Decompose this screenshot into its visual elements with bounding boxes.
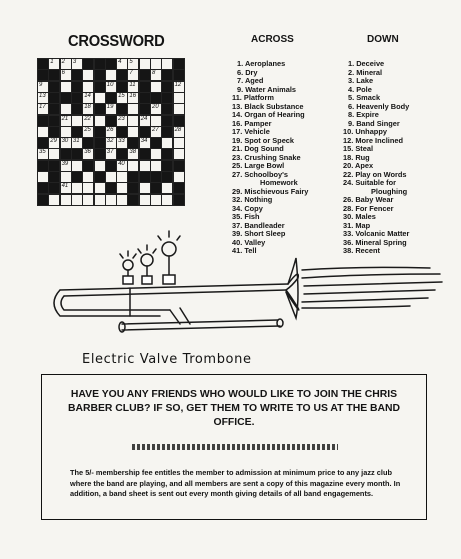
clue-item: 37. Bandleader (232, 220, 285, 230)
clue-item: 18. Rug (343, 152, 370, 162)
clue-item: 40. Valley (232, 237, 266, 247)
clue-number: 2 (61, 59, 65, 65)
down-clue-list (343, 60, 453, 256)
grid-cell (94, 182, 106, 194)
grid-cell (161, 194, 173, 206)
grid-cell (37, 81, 49, 93)
grid-cell (48, 194, 60, 206)
grid-cell-black (82, 160, 94, 172)
grid-cell (37, 171, 49, 183)
grid-cell-black (71, 148, 83, 160)
grid-cell (150, 126, 162, 138)
grid-cell-black (48, 182, 60, 194)
clue-item: 8. Expire (348, 110, 379, 119)
grid-cell-black (139, 126, 151, 138)
grid-cell-black (37, 194, 49, 206)
crossword-grid (37, 58, 184, 205)
grid-cell-black (82, 58, 94, 70)
club-notice-box (41, 374, 427, 520)
grid-cell (82, 103, 94, 115)
clue-number: 21 (61, 115, 69, 122)
clue-item: Homework (260, 178, 298, 187)
clue-number: 18 (84, 104, 91, 111)
grid-cell-black (37, 69, 49, 81)
grid-cell-black (127, 182, 139, 194)
grid-cell (37, 103, 49, 115)
grid-cell (139, 58, 151, 70)
grid-cell-black (71, 126, 83, 138)
clue-item: 33. Volcanic Matter (343, 229, 410, 238)
grid-cell (60, 81, 72, 93)
grid-cell (105, 103, 117, 115)
grid-cell (173, 92, 185, 104)
grid-cell (60, 194, 72, 206)
grid-cell (37, 148, 49, 160)
clue-item: 21. Dog Sound (232, 144, 284, 153)
grid-cell-black (150, 182, 162, 194)
grid-cell-black (139, 148, 151, 160)
grid-cell (82, 69, 94, 81)
grid-cell (127, 126, 139, 138)
grid-cell (60, 115, 72, 127)
valve-bulb-icon (138, 245, 156, 280)
grid-cell (82, 171, 94, 183)
grid-cell-black (139, 103, 151, 115)
grid-cell-black (161, 171, 173, 183)
grid-cell (161, 58, 173, 70)
grid-cell (173, 137, 185, 149)
clue-item: 15. Steal (343, 144, 373, 153)
grid-cell-black (161, 92, 173, 104)
clue-number: 29 (50, 138, 57, 145)
clue-item: 2. Mineral (348, 67, 383, 77)
grid-cell (173, 81, 185, 93)
grid-cell (60, 182, 72, 194)
grid-cell (127, 92, 139, 104)
grid-cell (173, 171, 185, 183)
grid-cell (105, 81, 117, 93)
clue-number: 6 (61, 70, 65, 77)
grid-cell-black (173, 182, 185, 194)
grid-cell (71, 194, 83, 206)
clue-number: 38 (129, 149, 137, 156)
grid-cell (150, 115, 162, 127)
grid-cell-black (94, 148, 106, 160)
grid-cell (94, 194, 106, 206)
grid-cell (60, 58, 72, 70)
grid-cell-black (48, 81, 60, 93)
grid-cell (127, 148, 139, 160)
grid-cell (116, 58, 128, 70)
grid-cell (71, 115, 83, 127)
grid-cell (48, 148, 60, 160)
clue-number: 19 (106, 104, 114, 111)
grid-cell (71, 58, 83, 70)
grid-cell-black (105, 182, 117, 194)
grid-cell-black (94, 81, 106, 93)
grid-cell-black (116, 103, 128, 115)
grid-cell-black (48, 69, 60, 81)
clue-item: 19. Spot or Speck (232, 135, 295, 145)
clue-item: 10. Unhappy (343, 127, 387, 136)
valve-bulb-icon (158, 231, 180, 278)
clue-item: 27. Schoolboy's (232, 169, 288, 179)
grid-cell (37, 92, 49, 104)
clue-item: 6. Dry (237, 67, 258, 77)
grid-cell (82, 115, 94, 127)
grid-cell-black (48, 126, 60, 138)
grid-cell-black (37, 137, 49, 149)
clue-number: 31 (72, 138, 80, 145)
clue-number: 22 (84, 115, 91, 122)
grid-cell (94, 160, 106, 172)
grid-cell (139, 137, 151, 149)
grid-cell (82, 148, 94, 160)
grid-cell-black (37, 160, 49, 172)
grid-cell-black (161, 126, 173, 138)
clue-number: 4 (118, 59, 122, 65)
grid-cell (150, 160, 162, 172)
clue-item: 25. Large Bowl (232, 161, 285, 170)
grid-cell (150, 69, 162, 81)
clue-item: 3. Lake (348, 76, 374, 85)
clue-item: 11. Platform (232, 93, 274, 102)
clue-item: 26. Baby Wear (343, 195, 394, 204)
grid-cell (150, 81, 162, 93)
clue-number: 24 (140, 115, 148, 122)
grid-cell-black (161, 160, 173, 172)
clue-item: 7. Aged (237, 76, 264, 85)
grid-cell-black (150, 92, 162, 104)
clue-number: 25 (84, 126, 91, 133)
notice-divider (132, 444, 338, 450)
grid-cell (71, 182, 83, 194)
clue-item: 20. Apex (343, 161, 374, 170)
grid-cell-black (173, 58, 185, 70)
clue-item: 1. Deceive (348, 59, 385, 68)
clue-item: 36. Mineral Spring (343, 237, 407, 247)
across-heading: ACROSS (251, 34, 294, 45)
clue-item: 6. Heavenly Body (348, 101, 410, 111)
clue-number: 3 (72, 59, 77, 65)
grid-cell-black (173, 194, 185, 206)
grid-cell-black (71, 81, 83, 93)
grid-cell-black (94, 137, 106, 149)
clue-number: 9 (39, 81, 43, 88)
grid-cell-black (161, 115, 173, 127)
grid-cell (116, 160, 128, 172)
grid-cell (161, 182, 173, 194)
clue-number: 39 (61, 160, 69, 167)
grid-cell-black (105, 58, 117, 70)
grid-cell-black (150, 171, 162, 183)
grid-cell-black (116, 69, 128, 81)
clue-number: 8 (152, 70, 156, 77)
grid-cell-black (161, 148, 173, 160)
notice-headline: HAVE YOU ANY FRIENDS WHO WOULD LIKE TO JOIN THE CHRIS BARBER CLUB? IF SO, GET THEM TO WRITE TO US AT THE BAND OFFICE. (67, 389, 401, 428)
grid-cell-black (48, 92, 60, 104)
clue-item: 12. More Inclined (343, 135, 403, 145)
clue-item: 24. Suitable for (343, 178, 396, 187)
clue-item: 41. Tell (232, 246, 257, 255)
grid-cell (105, 171, 117, 183)
grid-cell-black (105, 115, 117, 127)
clue-item: 16. Pamper (232, 118, 272, 128)
grid-cell-black (116, 148, 128, 160)
grid-cell (105, 126, 117, 138)
grid-cell-black (127, 137, 139, 149)
clue-number: 37 (106, 149, 114, 156)
grid-cell-black (116, 81, 128, 93)
grid-cell (139, 194, 151, 206)
grid-cell (82, 126, 94, 138)
grid-cell-black (60, 92, 72, 104)
grid-cell (60, 171, 72, 183)
clue-number: 26 (106, 126, 114, 133)
clue-item: Ploughing (371, 186, 408, 196)
grid-cell (116, 171, 128, 183)
grid-cell-black (127, 171, 139, 183)
clue-item: 34. Copy (232, 203, 263, 213)
grid-cell-black (82, 137, 94, 149)
clue-item: 35. Fish (232, 212, 260, 221)
trombone-caption: Electric Valve Trombone (82, 352, 252, 367)
grid-cell (60, 137, 72, 149)
grid-cell (127, 103, 139, 115)
clue-number: 27 (152, 126, 159, 133)
clue-item: 13. Black Substance (232, 101, 304, 111)
clue-number: 35 (39, 149, 46, 156)
clue-number: 34 (140, 138, 148, 145)
clue-item: 9. Band Singer (348, 118, 400, 128)
grid-cell (60, 160, 72, 172)
grid-cell (60, 69, 72, 81)
grid-cell (105, 148, 117, 160)
grid-cell (150, 148, 162, 160)
grid-cell-black (116, 126, 128, 138)
clue-number: 5 (129, 59, 133, 65)
clue-number: 16 (129, 92, 137, 99)
clue-number: 36 (84, 149, 91, 156)
grid-cell-black (105, 92, 117, 104)
clue-item: 30. Males (343, 212, 376, 221)
clue-item: 5. Smack (348, 93, 381, 102)
grid-cell (94, 92, 106, 104)
grid-cell (116, 115, 128, 127)
crossword-title: CROSSWORD (68, 33, 165, 50)
clue-number: 11 (129, 81, 136, 88)
grid-cell (48, 58, 60, 70)
clue-item: 38. Recent (343, 246, 380, 255)
clue-number: 23 (118, 115, 125, 122)
trombone-illustration (30, 228, 450, 353)
grid-cell (139, 182, 151, 194)
grid-cell (105, 194, 117, 206)
grid-cell-black (60, 148, 72, 160)
clue-number: 32 (106, 138, 114, 145)
grid-cell (127, 81, 139, 93)
across-clue-list (232, 60, 332, 256)
grid-cell (173, 103, 185, 115)
clue-number: 33 (118, 138, 125, 145)
clue-item: 14. Organ of Hearing (232, 110, 305, 119)
grid-cell (105, 69, 117, 81)
grid-cell (116, 182, 128, 194)
clue-item: 32. Nothing (232, 195, 273, 204)
grid-cell (150, 58, 162, 70)
grid-cell-black (37, 115, 49, 127)
grid-cell (116, 137, 128, 149)
grid-cell-black (37, 58, 49, 70)
grid-cell-black (48, 160, 60, 172)
clue-item: 31. Map (343, 220, 371, 230)
grid-cell-black (94, 103, 106, 115)
grid-cell-black (161, 103, 173, 115)
grid-cell-black (71, 103, 83, 115)
clue-number: 1 (50, 59, 54, 65)
clue-item: 39. Short Sleep (232, 229, 286, 238)
grid-cell (71, 137, 83, 149)
grid-cell-black (173, 69, 185, 81)
grid-cell-black (127, 194, 139, 206)
grid-cell (161, 137, 173, 149)
grid-cell-black (71, 171, 83, 183)
grid-cell (139, 160, 151, 172)
clue-item: 23. Crushing Snake (232, 152, 301, 162)
grid-cell-black (48, 115, 60, 127)
grid-cell-black (173, 115, 185, 127)
grid-cell (71, 160, 83, 172)
clue-number: 12 (174, 81, 182, 88)
clue-item: 9. Water Animals (237, 84, 297, 94)
grid-cell (60, 103, 72, 115)
grid-cell (116, 194, 128, 206)
grid-cell (37, 126, 49, 138)
grid-cell-black (94, 58, 106, 70)
grid-cell-black (71, 92, 83, 104)
grid-cell-black (94, 69, 106, 81)
clue-number: 41 (61, 183, 69, 190)
grid-cell-black (94, 126, 106, 138)
grid-cell (127, 58, 139, 70)
clue-item: 17. Vehicle (232, 127, 270, 136)
grid-cell-black (48, 171, 60, 183)
clue-number: 10 (106, 81, 114, 88)
grid-cell-black (173, 160, 185, 172)
clue-item: 4. Pole (348, 84, 372, 94)
grid-cell (105, 137, 117, 149)
clue-number: 40 (118, 160, 125, 167)
grid-cell (127, 69, 139, 81)
grid-cell (82, 81, 94, 93)
grid-cell-black (37, 182, 49, 194)
grid-cell-black (94, 171, 106, 183)
notice-body: The 5/- membership fee entitles the member to admission at minimum price to any jazz club where the band are playing, and all members are sent a copy of this magazine every month. In addition, a band sheet is sent out every month giving details of all band engagements. (70, 468, 401, 498)
grid-cell (82, 182, 94, 194)
down-heading: DOWN (367, 34, 399, 45)
grid-cell (127, 115, 139, 127)
clue-item: 1. Aeroplanes (237, 59, 286, 68)
clue-number: 30 (61, 138, 69, 145)
grid-cell-black (139, 69, 151, 81)
grid-cell (60, 126, 72, 138)
clue-number: 20 (152, 104, 159, 111)
grid-cell-black (150, 137, 162, 149)
clue-number: 17 (39, 104, 46, 111)
clue-number: 7 (129, 70, 133, 77)
grid-cell-black (139, 81, 151, 93)
grid-cell-black (105, 160, 117, 172)
grid-cell (127, 160, 139, 172)
grid-cell (82, 92, 94, 104)
grid-cell (82, 194, 94, 206)
clue-number: 13 (39, 92, 46, 99)
grid-cell (116, 92, 128, 104)
grid-cell (173, 126, 185, 138)
grid-cell-black (139, 92, 151, 104)
grid-cell (150, 103, 162, 115)
grid-cell (94, 115, 106, 127)
clue-item: 29. Mischievous Fairy (232, 186, 309, 196)
grid-cell (139, 115, 151, 127)
grid-cell-black (48, 103, 60, 115)
clue-number: 28 (174, 126, 182, 133)
clue-number: 14 (84, 92, 91, 99)
grid-cell-black (161, 81, 173, 93)
grid-cell-black (71, 69, 83, 81)
clue-item: 22. Play on Words (343, 169, 407, 179)
grid-cell (48, 137, 60, 149)
clue-item: 28. For Fencer (343, 203, 394, 213)
grid-cell-black (139, 171, 151, 183)
grid-cell (150, 194, 162, 206)
grid-cell (173, 148, 185, 160)
clue-number: 15 (118, 92, 125, 99)
grid-cell-black (161, 69, 173, 81)
